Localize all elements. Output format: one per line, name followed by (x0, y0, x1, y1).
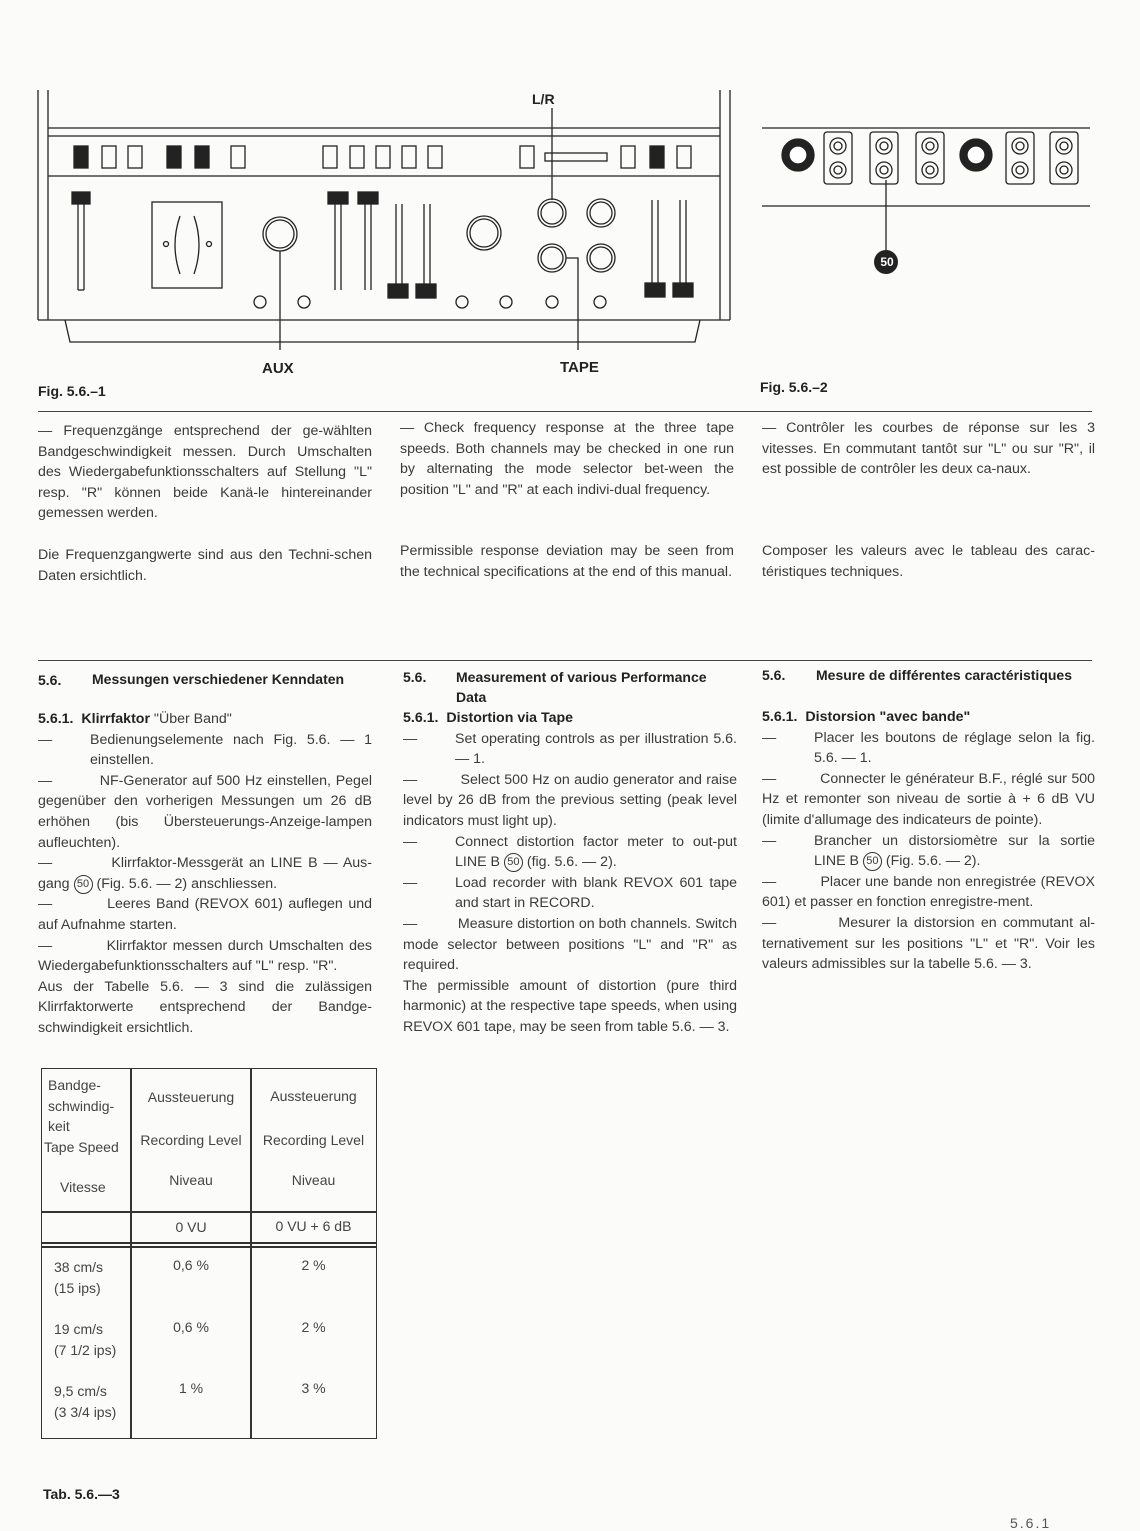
header-line: Recording Level (262, 1132, 365, 1148)
de-item-4a: Leeres Band (REVOX 601) auflegen (107, 896, 343, 913)
fr-frequency-text: — Contrôler les courbes de réponse sur les 3 vitesses. En commutant tantôt sur "L" ou sur "R", il est possible de contrôler les deux ca-naux. (762, 420, 1095, 478)
fr-body (762, 707, 1095, 975)
table-row (54, 1257, 103, 1298)
dash: — (762, 729, 777, 746)
en-frequency-note: Permissible response deviation may be seen from the technical specifications at the end of this manual. (400, 543, 734, 580)
row-speed: 19 cm/s (54, 1321, 104, 1337)
connector-50-ref: 50 (504, 853, 523, 872)
de-item-5a: Klirrfaktor messen durch Umschalten (106, 937, 344, 954)
de-item-3b: gang (38, 875, 70, 892)
page-number: 5.6.1 (1010, 1515, 1052, 1531)
row-value-6db: 3 % (301, 1380, 326, 1396)
de-subsection-title: Klirrfaktor (81, 711, 150, 727)
dash: — (38, 731, 53, 748)
dash: — (38, 855, 53, 872)
figure-5-6-2 (760, 118, 1100, 278)
figure-caption-5-6-1: Fig. 5.6.–1 (38, 383, 106, 399)
header-line: Niveau (169, 1172, 213, 1188)
de-body (38, 709, 372, 1039)
de-conclusion: Aus der Tabelle 5.6. — 3 sind die zulässigen Klirrfaktorwerte entsprechend der Bandge-schwindigkeit ersichtlich. (38, 978, 372, 1036)
subheader-0vu: 0 VU (175, 1219, 207, 1235)
dash: — (762, 873, 777, 890)
en-item-5a: Measure distortion on both channels. (457, 915, 692, 932)
figure-caption-5-6-2: Fig. 5.6.–2 (760, 379, 828, 395)
row-value-0vu: 1 % (178, 1380, 204, 1396)
connector-50-ref: 50 (863, 852, 882, 871)
row-speed-ips: (7 1/2 ips) (54, 1341, 117, 1358)
row-value-6db: 2 % (301, 1257, 326, 1273)
de-item-3a: Klirrfaktor-Messgerät an LINE B — Aus- (111, 855, 373, 872)
en-item-2b: raise level by 26 dB from the previous setting (peak level indicators must light up). (403, 771, 737, 829)
row-speed: 9,5 cm/s (54, 1383, 107, 1399)
dash: — (38, 772, 53, 789)
dash: — (762, 914, 777, 931)
label-lr: L/R (532, 91, 555, 107)
de-subsection-title-rest: "Über Band" (149, 711, 232, 727)
en-subsection-number: 5.6.1. (403, 710, 439, 726)
row-value-0vu: 0,6 % (173, 1257, 209, 1273)
en-item-3c: (fig. 5.6. — 2). (526, 854, 617, 871)
dash: — (762, 832, 777, 849)
de-item-4b: und auf Aufnahme starten. (38, 896, 372, 933)
dash: — (403, 771, 418, 788)
table-row (54, 1381, 116, 1422)
fr-frequency-note: Composer les valeurs avec le tableau des carac-téristiques techniques. (762, 543, 1095, 580)
en-conclusion: The permissible amount of distortion (pure third harmonic) at the respective tape speeds, when using REVOX 601 tape, may be seen from table 5.6. — 3. (403, 977, 737, 1035)
table-caption: Tab. 5.6.—3 (43, 1486, 120, 1502)
dash: — (38, 937, 53, 954)
header-tape-speed (44, 1075, 128, 1198)
header-line: keit (48, 1118, 70, 1134)
fr-section-title: Mesure de différentes caractéristiques (816, 667, 1072, 683)
en-item-2a: Select 500 Hz on audio generator and (460, 771, 702, 788)
dash: — (762, 770, 777, 787)
header-level-1 (131, 1089, 251, 1188)
fr-item-2b: 500 Hz et remonter son niveau de sortie à + 6 dB VU (limite d'allumage des indicateurs de pointe). (762, 770, 1095, 828)
row-value-6db: 2 % (301, 1319, 326, 1335)
fr-item-5b: ternativement sur les positions "L" et "R". Voir les valeurs admissibles sur la tabelle 5.6. — 3. (762, 935, 1095, 973)
de-section-title: Messungen verschiedener Kenndaten (92, 671, 345, 687)
en-item-1: Set operating controls as per illustration 5.6. — 1. (455, 730, 737, 768)
de-subsection-number: 5.6.1. (38, 711, 74, 727)
divider-middle (38, 660, 1092, 661)
de-frequency-note: Die Frequenzgangwerte sind aus den Techni-schen Daten ersichtlich. (38, 547, 372, 584)
header-line: Recording Level (140, 1132, 242, 1148)
row-speed: 38 cm/s (54, 1259, 104, 1275)
header-level-2 (251, 1088, 376, 1188)
header-line: Bandge- (48, 1077, 101, 1093)
dash: — (403, 915, 418, 932)
fr-subsection-number: 5.6.1. (762, 709, 798, 725)
en-section-number: 5.6. (403, 669, 427, 685)
de-item-5b: des Wiedergabefunktionsschalters auf "L" resp. "R". (38, 937, 372, 975)
de-section-number: 5.6. (38, 672, 62, 688)
fr-item-2a: Connecter le générateur B.F., réglé sur (820, 770, 1067, 787)
label-tape: TAPE (560, 359, 599, 376)
callout-50: 50 (880, 255, 894, 269)
dash: — (403, 874, 418, 891)
fr-item-5a: Mesurer la distorsion en commutant al- (838, 914, 1096, 931)
table-row (54, 1319, 116, 1360)
dash: — (38, 896, 53, 913)
fr-subsection-title: Distorsion "avec bande" (805, 709, 971, 725)
en-frequency-text: — Check frequency response at the three tape speeds. Both channels may be checked in one run by alternating the mode selector bet-ween the position "L" and "R" at each indivi-dual frequency. (400, 420, 734, 498)
row-value-0vu: 0,6 % (173, 1319, 209, 1335)
en-section-title: Measurement of various Performance Data (456, 669, 707, 705)
de-frequency-text: — Frequenzgänge entsprechend der ge-wählten Bandgeschwindigkeit messen. Durch Umschalten des Wiedergabefunktionsschalters auf Stellung "L" resp. "R" können beide Kanä-le hintereinander gemessen werden. (38, 423, 372, 522)
de-item-3c: (Fig. 5.6. — 2) anschliessen. (96, 875, 278, 892)
fr-item-4a: Placer une bande non enregistrée (820, 873, 1037, 890)
divider-top (38, 411, 1092, 412)
header-line: Niveau (291, 1172, 336, 1188)
subheader-0vu-6db: 0 VU + 6 dB (275, 1218, 352, 1234)
en-item-4: Load recorder with blank REVOX 601 tape and start in RECORD. (455, 874, 737, 912)
de-item-2b: Pegel gegenüber den vorherigen Messungen um 26 dB erhöhen (bis Übersteuerungs-Anzeige-lampen aufleuchten). (38, 772, 372, 851)
en-subsection-title: Distortion via Tape (446, 710, 574, 726)
label-aux: AUX (262, 360, 294, 377)
header-line: schwindig- (48, 1097, 115, 1114)
dash: — (403, 833, 418, 850)
connector-50-ref: 50 (74, 875, 93, 894)
dash: — (403, 730, 418, 747)
fr-item-3c: (Fig. 5.6. — 2). (885, 853, 981, 870)
en-body (403, 708, 737, 1038)
distortion-table (41, 1068, 377, 1439)
row-speed-ips: (15 ips) (54, 1279, 101, 1296)
fr-section-number: 5.6. (762, 667, 786, 683)
fr-item-4b: (REVOX 601) et passer en fonction enregistre-ment. (762, 873, 1095, 911)
en-item-3a: Connect distortion factor meter to out-put LINE B (455, 833, 737, 871)
en-item-5b: Switch mode selector between positions "L" and "R" as required. (403, 915, 737, 974)
fr-item-3a: Brancher un distorsiomètre sur la sortie LINE B (814, 832, 1095, 870)
fr-item-1: Placer les boutons de réglage selon la fig. 5.6. — 1. (814, 729, 1095, 767)
row-speed-ips: (3 3/4 ips) (54, 1403, 117, 1420)
header-line: Aussteuerung (147, 1089, 235, 1105)
header-line: Tape Speed (44, 1138, 119, 1155)
de-item-1: Bedienungselemente nach Fig. 5.6. — 1 einstellen. (90, 731, 372, 769)
figure-5-6-1 (30, 80, 740, 370)
header-line: Vitesse (60, 1179, 106, 1195)
header-line: Aussteuerung (270, 1088, 357, 1104)
de-item-2a: NF-Generator auf 500 Hz einstellen, (99, 772, 331, 789)
